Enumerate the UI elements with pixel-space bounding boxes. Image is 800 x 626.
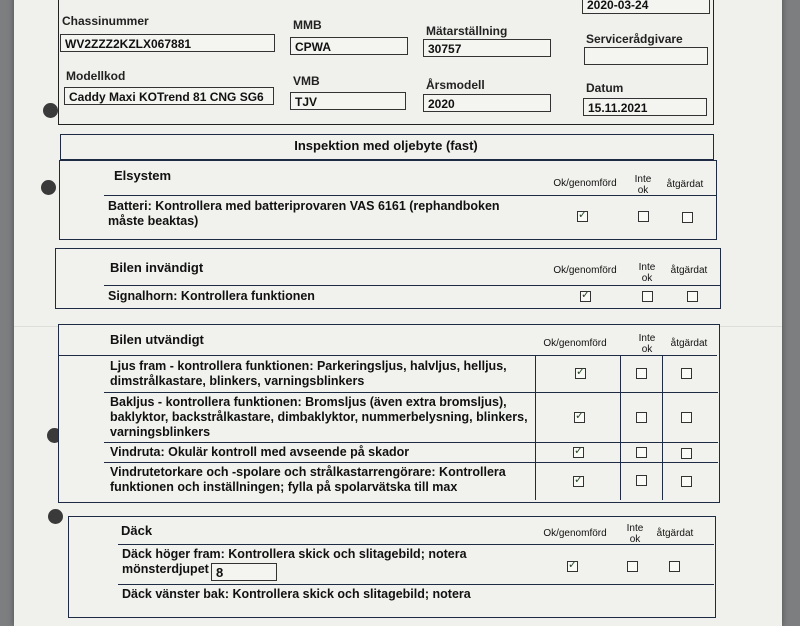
row-text: Vindruta: Okulär kontroll med avseende på skador xyxy=(110,445,410,459)
tread-depth-field[interactable]: 8 xyxy=(211,563,277,581)
section-title: Bilen utvändigt xyxy=(110,332,204,347)
row-text: Däck vänster bak: Kontrollera skick och slitagebild; notera xyxy=(122,587,471,601)
checkbox-ok[interactable] xyxy=(577,211,588,222)
checkbox-not-ok[interactable] xyxy=(636,368,647,379)
col-header-ok: Ok/genomförd xyxy=(553,265,617,276)
section-title: Elsystem xyxy=(114,168,172,183)
col-header-not-ok: Inte ok xyxy=(634,174,652,196)
row-text: Bakljus - kontrollera funktionen: Bromsljus (även extra bromsljus), baklyktor, backstrålkastare, dimbaklyktor, nummerbelysning, blinkers, varningsblinkers xyxy=(110,395,528,439)
col-header-not-ok: Inte ok xyxy=(626,523,644,545)
row-text: Signalhorn: Kontrollera funktionen xyxy=(108,289,315,303)
row-text: Ljus fram - kontrollera funktionen: Parkeringsljus, halvljus, helljus, dimstrålkastare, blinkers, varningsblinkers xyxy=(110,359,507,388)
vmb-label: VMB xyxy=(293,74,320,88)
model-field: Caddy Maxi KOTrend 81 CNG SG6 xyxy=(64,87,274,105)
col-header-ok: Ok/genomförd xyxy=(543,528,607,539)
year-field: 2020 xyxy=(423,94,551,112)
checkbox-ok[interactable] xyxy=(580,291,591,302)
top-date-field: 2020-03-24 xyxy=(582,0,710,14)
col-header-fixed: åtgärdat xyxy=(670,338,708,349)
col-header-not-ok: Inte ok xyxy=(638,333,656,355)
section-title: Däck xyxy=(121,523,153,538)
punch-hole xyxy=(43,103,58,118)
checkbox-not-ok[interactable] xyxy=(638,211,649,222)
mmb-field: CPWA xyxy=(290,37,408,55)
checkbox-fixed[interactable] xyxy=(682,212,693,223)
odometer-field: 30757 xyxy=(423,39,551,57)
advisor-field xyxy=(584,47,708,65)
checkbox-ok[interactable] xyxy=(573,476,584,487)
checkbox-ok[interactable] xyxy=(567,561,578,572)
col-header-ok: Ok/genomförd xyxy=(553,178,617,189)
checkbox-not-ok[interactable] xyxy=(636,447,647,458)
form-title: Inspektion med oljebyte (fast) xyxy=(294,138,478,153)
checkbox-fixed[interactable] xyxy=(687,291,698,302)
checkbox-ok[interactable] xyxy=(573,447,584,458)
checkbox-ok[interactable] xyxy=(575,368,586,379)
vmb-field: TJV xyxy=(290,92,406,110)
mmb-label: MMB xyxy=(293,18,322,32)
punch-hole xyxy=(48,509,63,524)
checkbox-fixed[interactable] xyxy=(681,412,692,423)
odometer-label: Mätarställning xyxy=(426,24,508,38)
chassis-label: Chassinummer xyxy=(62,14,149,28)
date-field: 15.11.2021 xyxy=(583,98,707,116)
year-label: Årsmodell xyxy=(426,78,485,92)
row-text: Vindrutetorkare och -spolare och strålkastarrengörare: Kontrollera funktionen och inställningen; fylla på spolarvätska till max xyxy=(110,465,506,494)
column-divider xyxy=(620,355,621,500)
checkbox-not-ok[interactable] xyxy=(642,291,653,302)
col-header-not-ok: Inte ok xyxy=(638,262,656,284)
column-divider xyxy=(535,355,536,500)
advisor-label: Servicerådgivare xyxy=(586,32,683,46)
checkbox-not-ok[interactable] xyxy=(627,561,638,572)
checkbox-fixed[interactable] xyxy=(681,368,692,379)
checkbox-not-ok[interactable] xyxy=(636,475,647,486)
model-label: Modellkod xyxy=(66,69,126,83)
row-text: Däck höger fram: Kontrollera skick och slitagebild; notera mönsterdjupet xyxy=(122,547,467,576)
row-text: Batteri: Kontrollera med batteriprovaren VAS 6161 (rephandboken måste beaktas) xyxy=(108,199,500,228)
col-header-fixed: åtgärdat xyxy=(670,265,708,276)
col-header-fixed: åtgärdat xyxy=(666,179,704,190)
punch-hole xyxy=(41,180,56,195)
col-header-fixed: åtgärdat xyxy=(656,528,694,539)
col-header-ok: Ok/genomförd xyxy=(543,338,607,349)
column-divider xyxy=(662,355,663,500)
checkbox-fixed[interactable] xyxy=(669,561,680,572)
checkbox-not-ok[interactable] xyxy=(636,412,647,423)
checkbox-ok[interactable] xyxy=(574,412,585,423)
section-title: Bilen invändigt xyxy=(110,260,204,275)
checkbox-fixed[interactable] xyxy=(681,476,692,487)
chassis-field: WV2ZZZ2KZLX067881 xyxy=(60,34,275,52)
checkbox-fixed[interactable] xyxy=(681,448,692,459)
date-label: Datum xyxy=(586,81,624,95)
